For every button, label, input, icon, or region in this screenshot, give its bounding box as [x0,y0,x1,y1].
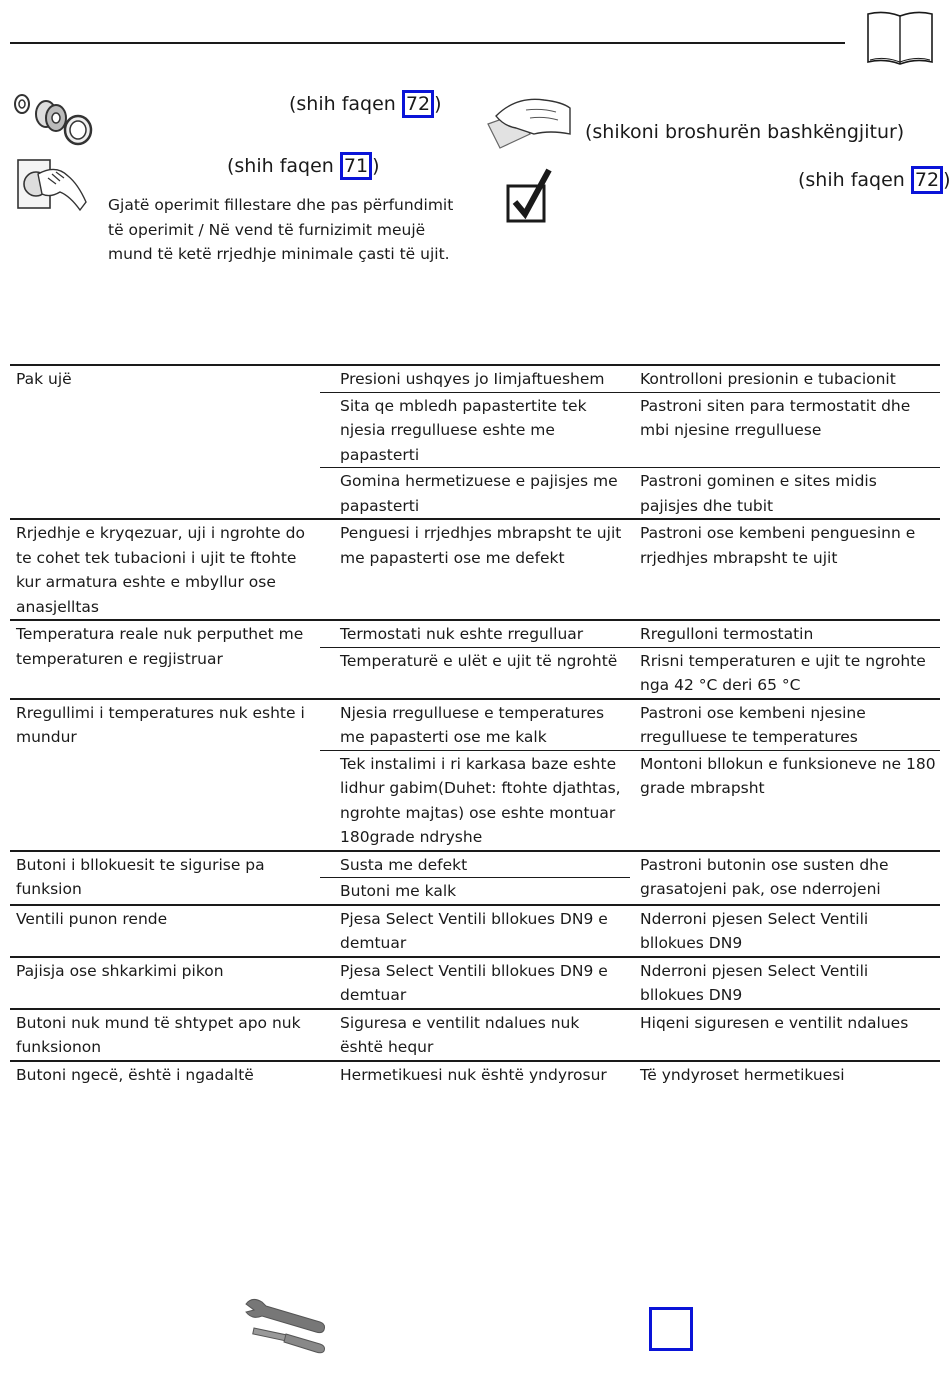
problem-cell: Pajisja ose shkarkimi pikon [10,957,320,1009]
problem-cell: Rrjedhje e kryqezuar, uji i ngrohte do te cohet tek tubacioni i ujit te ftohte kur armatura eshte e mbyllur ose anasjelltas [10,519,320,620]
problem-cell: Pak ujë [10,365,320,519]
reference-prefix: (shih faqen [798,169,911,191]
page-reference-72-right [798,166,950,194]
troubleshooting-table [10,364,940,1087]
solution-cell: Nderroni pjesen Select Ventili bllokues DN9 [630,905,940,957]
solution-cell: Pastroni ose kembeni penguesinn e rrjedhjes mbrapsht te ujit [630,519,940,620]
wrench-screwdriver-icon [242,1296,328,1354]
cause-cell: Hermetikuesi nuk është yndyrosur [320,1061,630,1088]
cause-cell: Gomina hermetizuese e pajisjes me papasterti [320,468,630,520]
solution-cell: Rregulloni termostatin [630,620,940,647]
solution-cell: Pastroni ose kembeni njesine rregulluese te temperatures [630,699,940,751]
cause-cell: Presioni ushqyes jo Iimjaftueshem [320,365,630,392]
solution-cell: Hiqeni siguresen e ventilit ndalues [630,1009,940,1061]
startup-note [108,193,488,267]
open-book-icon [866,10,934,66]
table-row [10,699,940,751]
table-row [10,519,940,620]
cause-cell: Siguresa e ventilit ndalues nuk është hequr [320,1009,630,1061]
cause-cell: Termostati nuk eshte rregulluar [320,620,630,647]
note-line: mund të ketë rrjedhje minimale çasti të ujit. [108,245,450,263]
reference-suffix: ) [943,169,950,191]
note-line: Gjatë operimit fillestare dhe pas përfundimit [108,196,454,214]
table-row [10,851,940,878]
solution-cell: Rrisni temperaturen e ujit te ngrohte nga 42 °C deri 65 °C [630,647,940,699]
hand-cleaning-cloth-icon [486,94,572,150]
cause-cell: Sita qe mbledh papastertite tek njesia rregulluese eshte me papasterti [320,392,630,468]
problem-cell: Butoni ngecë, është i ngadaltë [10,1061,320,1088]
cause-cell: Penguesi i rrjedhjes mbrapsht te ujit me papasterti ose me defekt [320,519,630,620]
reference-prefix: (shih faqen [227,155,340,177]
solution-cell: Të yndyroset hermetikuesi [630,1061,940,1088]
hand-turning-knob-icon [16,154,88,212]
problem-cell: Ventili punon rende [10,905,320,957]
cause-cell: Temperaturë e ulët e ujit të ngrohtë [320,647,630,699]
header-rule [10,42,845,44]
cause-cell: Susta me defekt [320,851,630,878]
checkbox-checked-icon [505,166,555,224]
cause-cell: Tek instalimi i ri karkasa baze eshte lidhur gabim(Duhet: ftohte djathtas, ngrohte majtas) ose eshte montuar 180grade ndryshe [320,750,630,851]
empty-checkbox[interactable] [649,1307,693,1351]
reference-suffix: ) [434,93,442,115]
page-link-71[interactable]: 71 [340,152,372,180]
problem-cell: Butoni i bllokuesit te sigurise pa funksion [10,851,320,905]
cause-cell: Pjesa Select Ventili bllokues DN9 e demtuar [320,905,630,957]
problem-cell: Butoni nuk mund të shtypet apo nuk funksionon [10,1009,320,1061]
table-row [10,365,940,392]
page-link-72[interactable]: 72 [911,166,943,194]
table-row [10,1061,940,1088]
cause-cell: Njesia rregulluese e temperatures me papasterti ose me kalk [320,699,630,751]
table-row [10,620,940,647]
cause-cell: Pjesa Select Ventili bllokues DN9 e demtuar [320,957,630,1009]
solution-cell: Pastroni gominen e sites midis pajisjes dhe tubit [630,468,940,520]
reference-prefix: (shih faqen [289,93,402,115]
note-line: të operimit / Në vend të furnizimit meujë [108,220,426,239]
table-row [10,957,940,1009]
problem-cell: Temperatura reale nuk perputhet me temperaturen e regjistruar [10,620,320,699]
table-row [10,1009,940,1061]
solution-cell: Pastroni butonin ose susten dhe grasatojeni pak, ose nderrojeni [630,851,940,905]
reference-suffix: ) [372,155,380,177]
solution-cell: Nderroni pjesen Select Ventili bllokues DN9 [630,957,940,1009]
solution-cell: Pastroni siten para termostatit dhe mbi njesine rregulluese [630,392,940,468]
page-link-72[interactable]: 72 [402,90,434,118]
solution-cell: Kontrolloni presionin e tubacionit [630,365,940,392]
page-reference-71 [227,152,380,180]
cause-cell: Butoni me kalk [320,878,630,905]
brochure-reference: (shikoni broshurën bashkëngjitur) [585,121,905,143]
page-reference-72-top [289,90,442,118]
problem-cell: Rregullimi i temperatures nuk eshte i mundur [10,699,320,851]
cartridge-parts-icon [12,92,94,146]
table-row [10,905,940,957]
solution-cell: Montoni bllokun e funksioneve ne 180 grade mbrapsht [630,750,940,851]
